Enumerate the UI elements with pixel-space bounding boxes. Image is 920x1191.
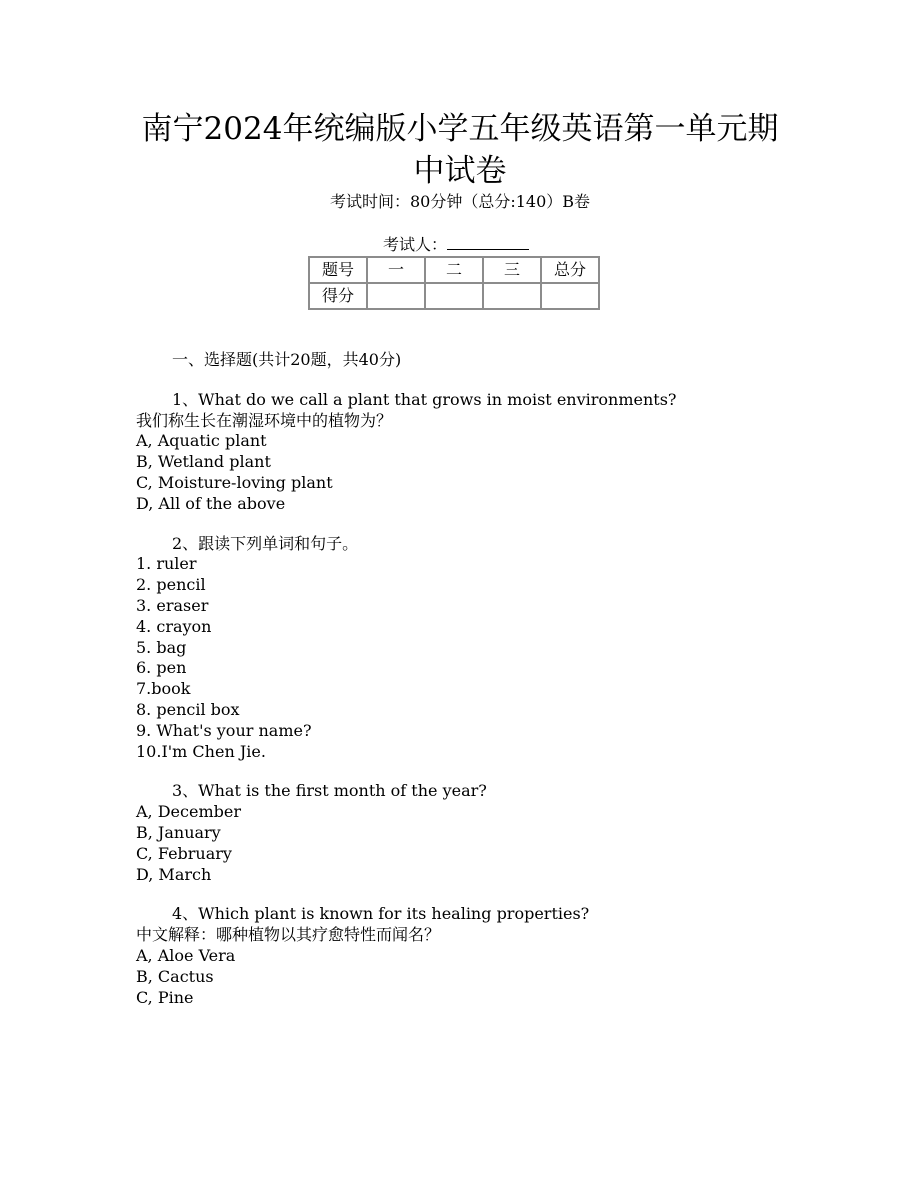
score-header-cell: 总分 xyxy=(541,257,599,283)
option: A, Aquatic plant xyxy=(136,431,267,451)
score-table-score-row xyxy=(309,283,599,309)
list-item: 6. pen xyxy=(136,658,187,678)
list-item: 7.book xyxy=(136,679,191,699)
score-header-cell: 三 xyxy=(483,257,541,283)
option: C, Moisture-loving plant xyxy=(136,472,333,492)
score-header-cell: 二 xyxy=(425,257,483,283)
option: B, Cactus xyxy=(136,966,214,986)
score-row-label: 得分 xyxy=(309,283,367,309)
spacer xyxy=(136,885,856,904)
examinee-field xyxy=(383,232,529,257)
question-2 xyxy=(136,534,856,763)
list-item: 4. crayon xyxy=(136,616,212,636)
title-line-2: 中试卷 xyxy=(413,153,507,189)
question-3 xyxy=(136,781,856,885)
score-cell xyxy=(483,283,541,309)
option: A, Aloe Vera xyxy=(136,945,236,965)
option: D, All of the above xyxy=(136,493,286,513)
section-title: 一、选择题(共计20题，共40分) xyxy=(172,350,402,369)
spacer xyxy=(136,762,856,781)
score-table xyxy=(308,256,600,310)
option: C, Pine xyxy=(136,987,194,1007)
question-1 xyxy=(136,390,856,515)
question-stem: 2、跟读下列单词和句子。 xyxy=(172,533,359,553)
question-stem: 1、What do we call a plant that grows in moist environments? xyxy=(172,389,677,409)
list-item: 1. ruler xyxy=(136,554,197,574)
exam-info: 考试时间：80分钟（总分:140）B卷 xyxy=(329,192,591,211)
score-header-cell: 题号 xyxy=(309,257,367,283)
option: B, Wetland plant xyxy=(136,452,271,472)
question-translation: 中文解释：哪种植物以其疗愈特性而闻名？ xyxy=(136,925,441,945)
score-table-header-row xyxy=(309,257,599,283)
document-title xyxy=(0,108,920,192)
list-item: 3. eraser xyxy=(136,595,209,615)
list-item: 8. pencil box xyxy=(136,699,240,719)
list-item: 10.I'm Chen Jie. xyxy=(136,741,266,761)
option: B, January xyxy=(136,822,221,842)
question-content xyxy=(136,350,856,1008)
spacer xyxy=(136,515,856,534)
question-stem: 4、Which plant is known for its healing properties? xyxy=(172,904,590,924)
score-cell xyxy=(425,283,483,309)
title-line-1: 南宁2024年统编版小学五年级英语第一单元期 xyxy=(141,111,779,147)
list-item: 2. pencil xyxy=(136,575,206,595)
option: A, December xyxy=(136,802,241,822)
score-header-cell: 一 xyxy=(367,257,425,283)
question-stem: 3、What is the first month of the year? xyxy=(172,781,487,801)
list-item: 5. bag xyxy=(136,637,187,657)
list-item: 9. What's your name? xyxy=(136,720,312,740)
score-cell xyxy=(367,283,425,309)
option: C, February xyxy=(136,843,232,863)
examinee-blank[interactable] xyxy=(447,232,529,250)
option: D, March xyxy=(136,864,212,884)
question-translation: 我们称生长在潮湿环境中的植物为？ xyxy=(136,410,393,430)
score-cell xyxy=(541,283,599,309)
question-4 xyxy=(136,904,856,1008)
examinee-label: 考试人： xyxy=(383,235,448,254)
